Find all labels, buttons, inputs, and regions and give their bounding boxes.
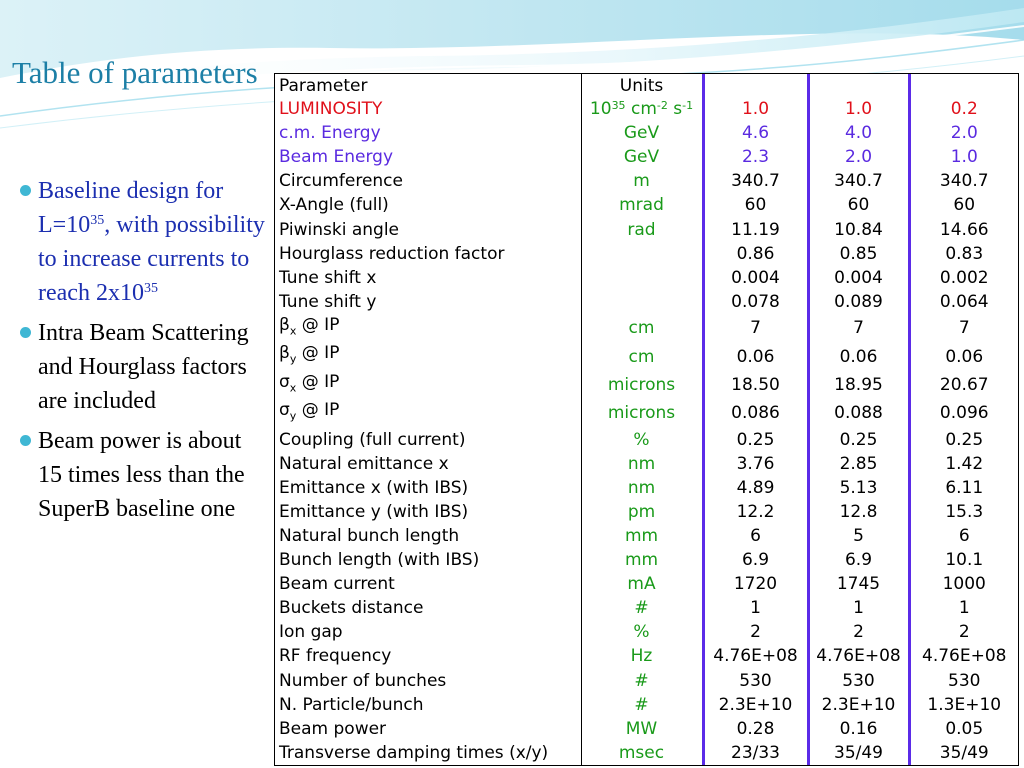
value-cell-3: 1.3E+10 xyxy=(927,694,1002,715)
value-cell-3: 0.064 xyxy=(939,291,989,312)
table-row xyxy=(275,193,1018,217)
parameter-cell: Beam Energy xyxy=(279,147,394,168)
value-cell-1: 0.078 xyxy=(703,290,808,314)
units-text: cm xyxy=(625,99,657,120)
value-cell-1: 18.50 xyxy=(703,371,808,399)
parameter-cell xyxy=(275,314,581,342)
value-cell-1: 0.06 xyxy=(703,342,808,370)
value-cell-1: 1.0 xyxy=(703,97,808,121)
value-cell-2: 7 xyxy=(808,314,909,342)
value-cell-1: 4.6 xyxy=(703,121,808,145)
value-cell-3: 530 xyxy=(948,670,981,691)
table-row xyxy=(275,500,1018,524)
greek-symbol: σ xyxy=(279,400,290,421)
units-cell xyxy=(581,290,703,314)
value-cell-2: 12.8 xyxy=(808,500,909,524)
greek-symbol: β xyxy=(279,343,290,364)
units-cell: mrad xyxy=(581,193,703,217)
value-cell-2: 0.16 xyxy=(808,717,909,741)
value-cell-1: 340.7 xyxy=(703,169,808,193)
units-cell: m xyxy=(581,169,703,193)
bullet-text: Intra Beam Scattering and Hourglass factors are included xyxy=(38,320,249,414)
units-exponent: -1 xyxy=(682,99,694,113)
value-cell-1: 1720 xyxy=(703,572,808,596)
parameter-cell: Natural emittance x xyxy=(279,453,449,474)
parameter-cell: X-Angle (full) xyxy=(279,195,389,216)
bullet-marker-icon xyxy=(20,435,31,446)
parameter-cell: Beam current xyxy=(279,574,395,595)
value-cell-1: 23/33 xyxy=(703,741,808,765)
parameter-cell: Tune shift x xyxy=(279,267,377,288)
table-row xyxy=(275,399,1018,427)
units-text: 10 xyxy=(589,99,612,120)
bullet-item xyxy=(18,174,270,310)
units-cell: mm xyxy=(581,548,703,572)
table-row xyxy=(275,620,1018,644)
table-row xyxy=(275,145,1018,169)
value-cell-2: 1745 xyxy=(808,572,909,596)
value-cell-3: 340.7 xyxy=(939,171,989,192)
parameter-cell xyxy=(275,371,581,399)
bullet-marker-icon xyxy=(20,185,31,196)
parameter-cell: Tune shift y xyxy=(279,291,377,312)
parameter-cell: Circumference xyxy=(279,171,403,192)
parameter-cell: c.m. Energy xyxy=(279,123,381,144)
units-cell: nm xyxy=(581,476,703,500)
table-row xyxy=(275,717,1018,741)
value-cell-2: 340.7 xyxy=(808,169,909,193)
table-row xyxy=(275,524,1018,548)
table-row xyxy=(275,121,1018,145)
bullet-text-continued: , with possibility to increase currents to reach 2x10 xyxy=(38,212,265,306)
greek-subscript: x xyxy=(289,381,297,395)
table-row xyxy=(275,644,1018,668)
value-cell-1: 1 xyxy=(703,596,808,620)
value-cell-1: 0.25 xyxy=(703,428,808,452)
bullet-list xyxy=(18,174,270,532)
value-cell-3: 35/49 xyxy=(939,742,989,763)
value-cell-2: 6.9 xyxy=(808,548,909,572)
table-row xyxy=(275,314,1018,342)
parameter-cell xyxy=(275,399,581,427)
value-cell-3: 15.3 xyxy=(945,501,984,522)
value-cell-3: 0.096 xyxy=(939,403,989,424)
parameter-cell: Bunch length (with IBS) xyxy=(279,550,480,571)
value-cell-1: 4.89 xyxy=(703,476,808,500)
greek-subscript: y xyxy=(289,409,297,423)
greek-symbol: σ xyxy=(279,371,290,392)
parameter-cell: Hourglass reduction factor xyxy=(279,243,505,264)
greek-subscript: y xyxy=(289,352,297,366)
units-cell: pm xyxy=(581,500,703,524)
parameter-cell: Transverse damping times (x/y) xyxy=(279,742,549,763)
parameter-cell: RF frequency xyxy=(279,646,392,667)
value-cell-1: 12.2 xyxy=(703,500,808,524)
bullet-superscript: 35 xyxy=(90,213,105,228)
value-cell-3: 1.0 xyxy=(950,147,978,168)
units-cell: cm xyxy=(581,342,703,370)
table-row xyxy=(275,596,1018,620)
table-row xyxy=(275,242,1018,266)
units-cell: # xyxy=(581,669,703,693)
value-cell-2: 5.13 xyxy=(808,476,909,500)
value-cell-2: 2.0 xyxy=(808,145,909,169)
parameter-cell: Coupling (full current) xyxy=(279,429,466,450)
units-cell: microns xyxy=(581,371,703,399)
value-cell-1: 2.3E+10 xyxy=(703,693,808,717)
parameter-label: @ IP xyxy=(296,400,340,421)
table-row xyxy=(275,97,1018,121)
table-row xyxy=(275,217,1018,241)
units-cell xyxy=(581,242,703,266)
units-cell: mm xyxy=(581,524,703,548)
value-cell-3: 6.11 xyxy=(945,477,984,498)
table-row xyxy=(275,428,1018,452)
value-cell-1: 3.76 xyxy=(703,452,808,476)
parameter-cell: Buckets distance xyxy=(279,598,424,619)
value-cell-3: 10.1 xyxy=(945,550,984,571)
value-cell-1: 7 xyxy=(703,314,808,342)
table-row xyxy=(275,669,1018,693)
parameter-cell: Emittance x (with IBS) xyxy=(279,477,469,498)
units-cell: msec xyxy=(581,741,703,765)
units-cell: mA xyxy=(581,572,703,596)
value-cell-1: 0.004 xyxy=(703,266,808,290)
header-empty-cell xyxy=(808,74,909,97)
units-exponent: -2 xyxy=(656,99,668,113)
value-cell-2: 60 xyxy=(808,193,909,217)
value-cell-2: 0.088 xyxy=(808,399,909,427)
header-empty-cell xyxy=(909,74,1018,97)
units-cell: microns xyxy=(581,399,703,427)
value-cell-1: 11.19 xyxy=(703,217,808,241)
units-text: s xyxy=(667,99,683,120)
parameters-table xyxy=(275,74,1018,765)
value-cell-3: 2 xyxy=(958,622,970,643)
greek-subscript: x xyxy=(289,324,297,338)
value-cell-2: 18.95 xyxy=(808,371,909,399)
bullet-text: Beam power is about 15 times less than the SuperB baseline one xyxy=(38,428,245,522)
value-cell-1: 530 xyxy=(703,669,808,693)
bullet-item xyxy=(18,316,270,418)
table-row xyxy=(275,452,1018,476)
units-cell: rad xyxy=(581,217,703,241)
value-cell-3: 20.67 xyxy=(939,374,989,395)
units-cell: MW xyxy=(581,717,703,741)
table-row xyxy=(275,371,1018,399)
value-cell-3: 0.2 xyxy=(950,99,978,120)
header-empty-cell xyxy=(703,74,808,97)
units-cell: # xyxy=(581,693,703,717)
value-cell-1: 4.76E+08 xyxy=(703,644,808,668)
value-cell-3: 0.25 xyxy=(945,429,984,450)
value-cell-2: 1 xyxy=(808,596,909,620)
value-cell-3: 1 xyxy=(958,598,970,619)
value-cell-2: 4.76E+08 xyxy=(808,644,909,668)
value-cell-2: 0.25 xyxy=(808,428,909,452)
value-cell-3: 0.002 xyxy=(939,267,989,288)
value-cell-2: 1.0 xyxy=(808,97,909,121)
table-row xyxy=(275,169,1018,193)
value-cell-3: 6 xyxy=(958,526,970,547)
header-parameter: Parameter xyxy=(279,75,368,96)
value-cell-3: 0.05 xyxy=(945,718,984,739)
table-row xyxy=(275,266,1018,290)
bullet-text: Baseline design for L=10 xyxy=(38,178,224,238)
value-cell-2: 2.3E+10 xyxy=(808,693,909,717)
greek-symbol: β xyxy=(279,314,290,335)
value-cell-2: 530 xyxy=(808,669,909,693)
table-row xyxy=(275,342,1018,370)
parameter-cell: LUMINOSITY xyxy=(279,99,383,120)
value-cell-2: 2 xyxy=(808,620,909,644)
parameter-cell: Emittance y (with IBS) xyxy=(279,501,469,522)
value-cell-2: 35/49 xyxy=(808,741,909,765)
header-units: Units xyxy=(581,74,703,97)
value-cell-1: 6 xyxy=(703,524,808,548)
value-cell-2: 4.0 xyxy=(808,121,909,145)
value-cell-1: 6.9 xyxy=(703,548,808,572)
parameter-cell: N. Particle/bunch xyxy=(279,694,424,715)
value-cell-3: 1.42 xyxy=(945,453,984,474)
value-cell-3: 7 xyxy=(958,318,970,339)
value-cell-2: 0.004 xyxy=(808,266,909,290)
value-cell-1: 0.86 xyxy=(703,242,808,266)
value-cell-2: 0.06 xyxy=(808,342,909,370)
parameter-label: @ IP xyxy=(296,343,340,364)
units-cell: GeV xyxy=(581,121,703,145)
value-cell-1: 0.086 xyxy=(703,399,808,427)
units-cell: GeV xyxy=(581,145,703,169)
units-cell: nm xyxy=(581,452,703,476)
bullet-marker-icon xyxy=(20,327,31,338)
parameter-label: @ IP xyxy=(296,371,340,392)
value-cell-2: 2.85 xyxy=(808,452,909,476)
value-cell-1: 2 xyxy=(703,620,808,644)
parameter-cell xyxy=(275,342,581,370)
table-row xyxy=(275,572,1018,596)
table-row xyxy=(275,741,1018,765)
units-cell: # xyxy=(581,596,703,620)
parameter-cell: Natural bunch length xyxy=(279,526,460,547)
bullet-superscript: 35 xyxy=(143,281,158,296)
value-cell-2: 5 xyxy=(808,524,909,548)
parameter-cell: Ion gap xyxy=(279,622,343,643)
parameter-label: @ IP xyxy=(296,314,340,335)
parameter-cell: Beam power xyxy=(279,718,387,739)
table-row xyxy=(275,693,1018,717)
table-row xyxy=(275,548,1018,572)
units-cell: % xyxy=(581,428,703,452)
value-cell-3: 14.66 xyxy=(939,219,989,240)
value-cell-1: 2.3 xyxy=(703,145,808,169)
table-row xyxy=(275,290,1018,314)
value-cell-3: 4.76E+08 xyxy=(922,646,1007,667)
table-header-row xyxy=(275,74,1018,97)
bullet-item xyxy=(18,424,270,526)
value-cell-3: 0.06 xyxy=(945,346,984,367)
units-exponent: 35 xyxy=(611,99,626,113)
slide-title: Table of parameters xyxy=(12,55,258,90)
value-cell-3: 0.83 xyxy=(945,243,984,264)
parameter-cell: Number of bunches xyxy=(279,670,447,691)
parameter-cell: Piwinski angle xyxy=(279,219,399,240)
value-cell-3: 60 xyxy=(953,195,976,216)
value-cell-3: 2.0 xyxy=(950,123,978,144)
value-cell-2: 10.84 xyxy=(808,217,909,241)
units-cell xyxy=(581,266,703,290)
units-cell: % xyxy=(581,620,703,644)
value-cell-3: 1000 xyxy=(942,574,986,595)
value-cell-1: 0.28 xyxy=(703,717,808,741)
table-row xyxy=(275,476,1018,500)
units-cell xyxy=(581,97,703,121)
value-cell-2: 0.85 xyxy=(808,242,909,266)
value-cell-2: 0.089 xyxy=(808,290,909,314)
units-cell: cm xyxy=(581,314,703,342)
value-cell-1: 60 xyxy=(703,193,808,217)
units-cell: Hz xyxy=(581,644,703,668)
